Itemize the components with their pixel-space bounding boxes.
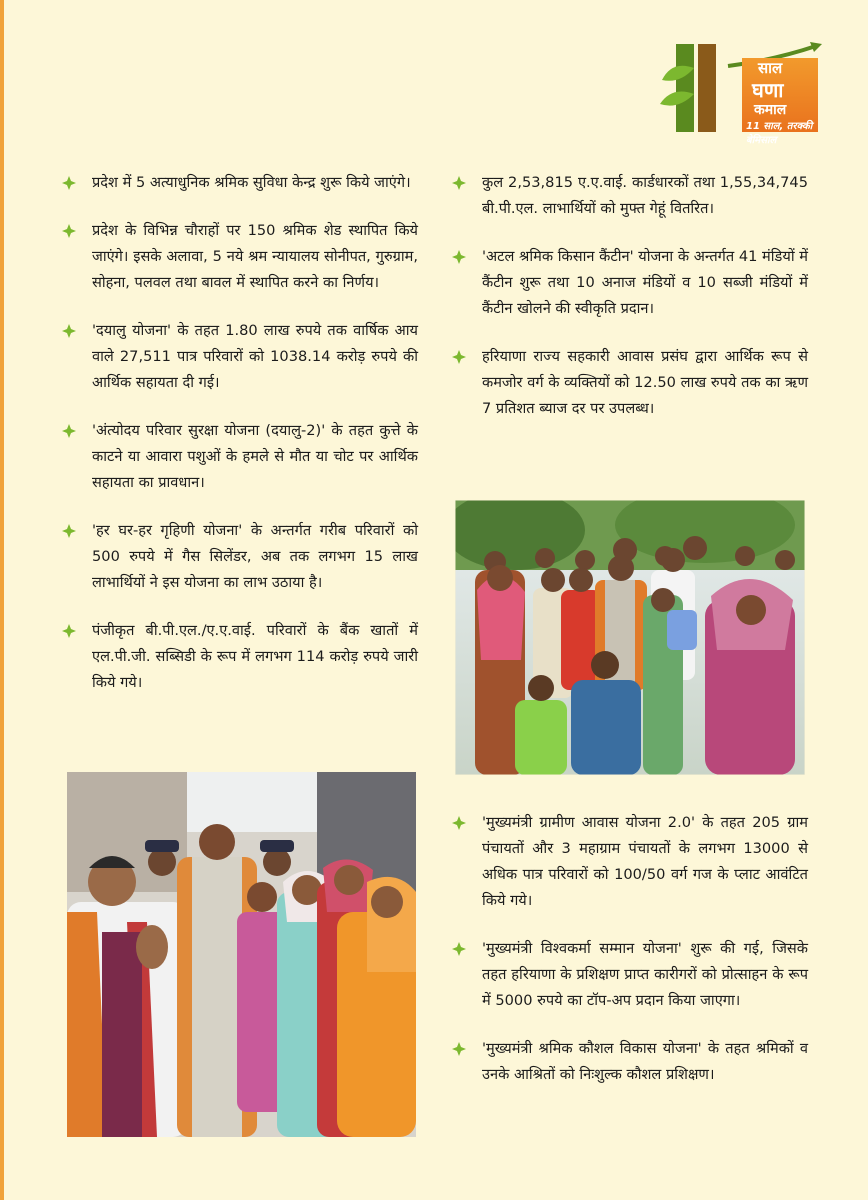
list-item-text: 'मुख्यमंत्री ग्रामीण आवास योजना 2.0' के तहत 205 ग्राम पंचायतों और 3 महाग्राम पंचायतों के लगभग 13000 से अधिक पात्र परिवारों को 100/50 वर्ग गज के प्लाट आवंटित किये गये। (482, 814, 808, 909)
leaf-bullet-icon (62, 324, 76, 338)
list-item (62, 418, 418, 496)
logo-tagline: 11 साल, तरक्की बेमिसाल (746, 121, 813, 146)
list-item (452, 344, 808, 422)
page-edge-stripe (0, 0, 4, 1200)
greeting-photo (67, 772, 416, 1137)
list-item (452, 1036, 808, 1088)
leaf-digit-icon (654, 40, 744, 136)
list-item-text: 'अंत्योदय परिवार सुरक्षा योजना (दयालु-2)' के तहत कुत्ते के काटने या आवारा पशुओं के हमले से मौत या चोट पर आर्थिक सहायता का प्रावधान। (92, 422, 418, 491)
list-item (452, 244, 808, 322)
list-item-text: प्रदेश में 5 अत्याधुनिक श्रमिक सुविधा केन्द्र शुरू किये जाएंगे। (92, 174, 411, 191)
right-bottom-bullet-list (452, 810, 808, 1110)
leaf-bullet-icon (452, 350, 466, 364)
list-item (62, 618, 418, 696)
list-item-text: हरियाणा राज्य सहकारी आवास प्रसंघ द्वारा आर्थिक रूप से कमजोर वर्ग के व्यक्तियों को 12.50 लाख रुपये तक का ऋण 7 प्रतिशत ब्याज दर पर उपलब्ध। (482, 348, 808, 417)
list-item-text: 'अटल श्रमिक किसान कैंटीन' योजना के अन्तर्गत 41 मंडियों में कैंटीन शुरू तथा 10 अनाज मंडियों व 10 सब्जी मंडियों में कैंटीन खोलने की स्वीकृति प्रदान। (482, 248, 808, 317)
logo-line-3: कमाल (754, 102, 787, 118)
list-item-text: 'दयालु योजना' के तहत 1.80 लाख रुपये तक वार्षिक आय वाले 27,511 पात्र परिवारों को 1038.14 करोड़ रुपये की आर्थिक सहायता दी गई। (92, 322, 418, 391)
anniversary-logo (654, 36, 824, 146)
list-item-text: कुल 2,53,815 ए.ए.वाई. कार्डधारकों तथा 1,55,34,745 बी.पी.एल. लाभार्थियों को मुफ्त गेहूं वितरित। (482, 174, 808, 217)
right-top-bullet-list (452, 170, 808, 444)
list-item (452, 170, 808, 222)
group-photo (455, 500, 805, 775)
list-item (452, 936, 808, 1014)
leaf-bullet-icon (62, 224, 76, 238)
list-item (62, 518, 418, 596)
leaf-bullet-icon (452, 942, 466, 956)
leaf-bullet-icon (452, 1042, 466, 1056)
list-item (62, 170, 418, 196)
leaf-bullet-icon (62, 176, 76, 190)
logo-line-2: घणा (752, 78, 784, 102)
leaf-bullet-icon (452, 816, 466, 830)
list-item (62, 318, 418, 396)
group-photo-illustration (455, 500, 805, 775)
list-item-text: 'मुख्यमंत्री विश्वकर्मा सम्मान योजना' शुरू की गई, जिसके तहत हरियाणा के प्रशिक्षण प्राप्त कारीगरों को प्रोत्साहन के रूप में 5000 रुपये का टॉप-अप प्रदान किया जाएगा। (482, 940, 808, 1009)
list-item (62, 218, 418, 296)
list-item-text: 'मुख्यमंत्री श्रमिक कौशल विकास योजना' के तहत श्रमिकों व उनके आश्रितों को निःशुल्क कौशल प्रशिक्षण। (482, 1040, 808, 1083)
left-bullet-list (62, 170, 418, 718)
leaf-bullet-icon (62, 624, 76, 638)
list-item-text: पंजीकृत बी.पी.एल./ए.ए.वाई. परिवारों के बैंक खातों में एल.पी.जी. सब्सिडी के रूप में लगभग 114 करोड़ रुपये जारी किये गये। (92, 622, 418, 691)
greeting-photo-illustration (67, 772, 416, 1137)
leaf-bullet-icon (452, 250, 466, 264)
logo-line-1: साल (758, 59, 783, 77)
leaf-bullet-icon (452, 176, 466, 190)
leaf-bullet-icon (62, 424, 76, 438)
list-item-text: 'हर घर-हर गृहिणी योजना' के अन्तर्गत गरीब परिवारों को 500 रुपये में गैस सिलेंडर, अब तक लगभग 15 लाख लाभार्थियों ने इस योजना का लाभ उठाया है। (92, 522, 418, 591)
list-item (452, 810, 808, 914)
list-item-text: प्रदेश के विभिन्न चौराहों पर 150 श्रमिक शेड स्थापित किये जाएंगे। इसके अलावा, 5 नये श्रम न्यायालय सोनीपत, गुरुग्राम, सोहना, पलवल तथा बावल में स्थापित करने का निर्णय। (92, 222, 418, 291)
leaf-bullet-icon (62, 524, 76, 538)
